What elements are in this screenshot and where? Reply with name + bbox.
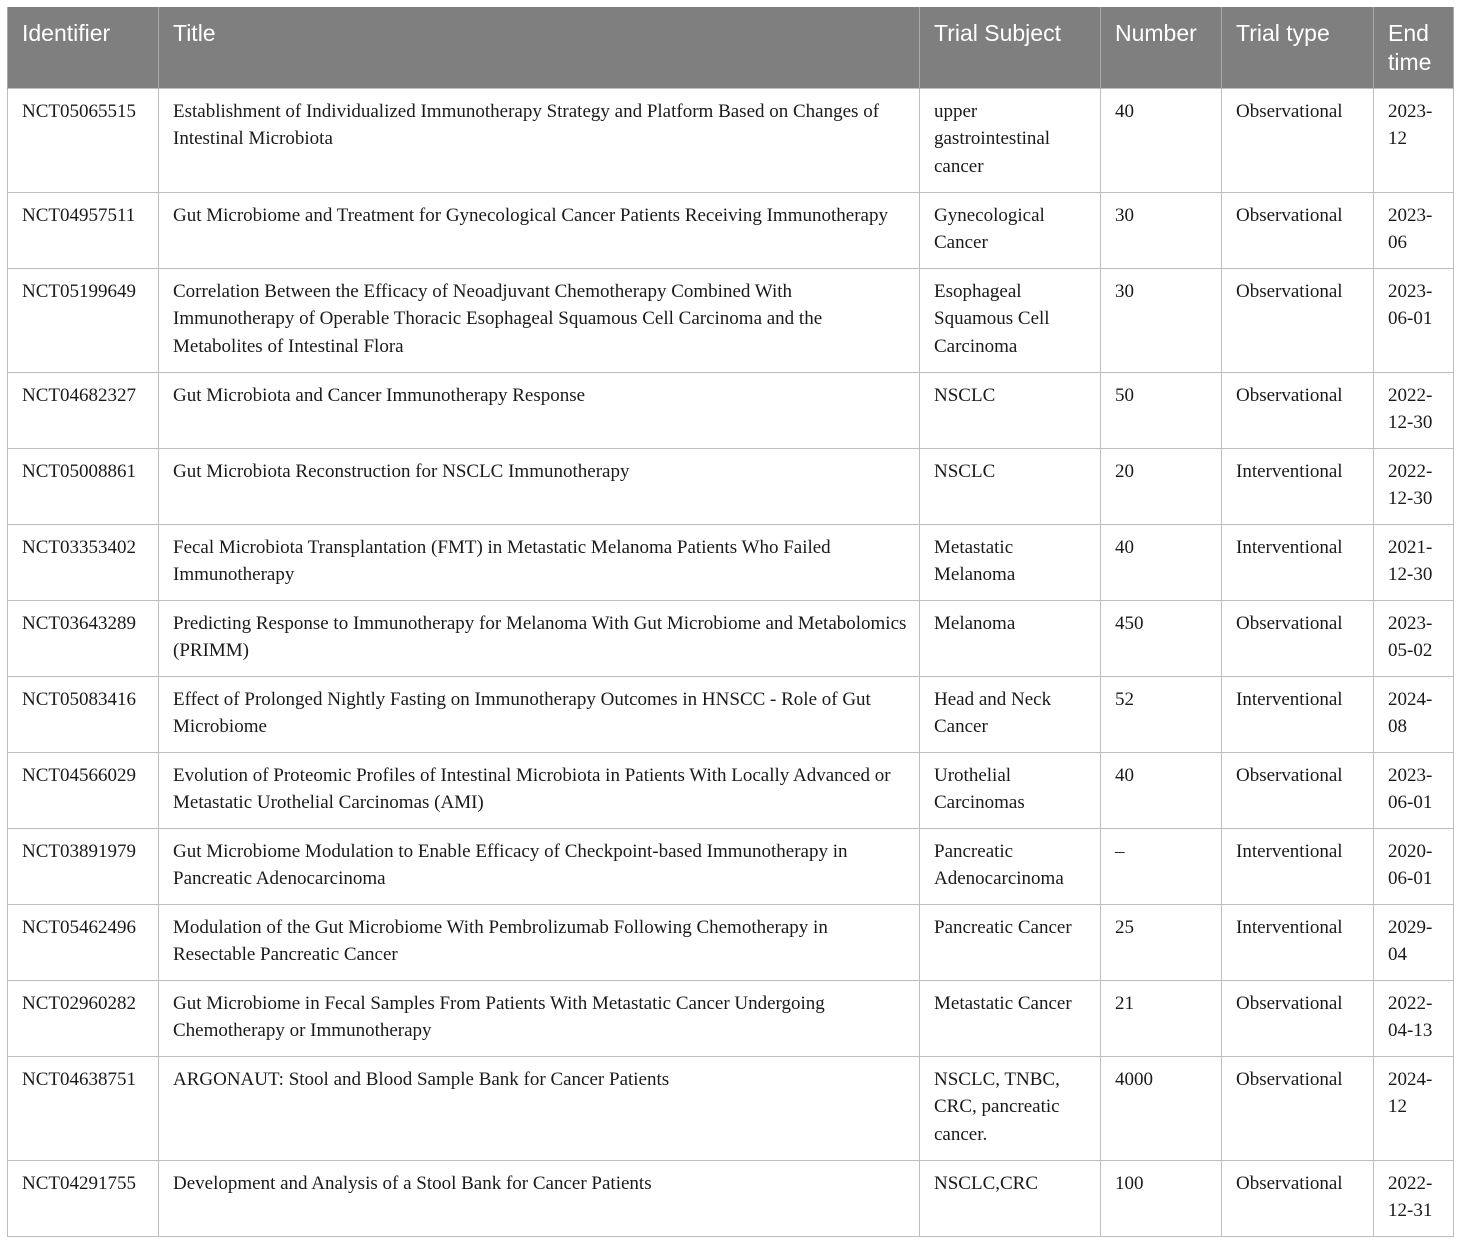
cell-trial-type: Observational [1222, 372, 1374, 448]
cell-trial-type: Observational [1222, 1160, 1374, 1236]
cell-number: 52 [1101, 676, 1222, 752]
cell-end-time: 2022-12-30 [1374, 448, 1454, 524]
cell-trial-subject: NSCLC,CRC [920, 1160, 1101, 1236]
header-trial-type: Trial type [1222, 7, 1374, 88]
clinical-trials-table-container [7, 7, 1453, 1237]
cell-title: Fecal Microbiota Transplantation (FMT) in Metastatic Melanoma Patients Who Failed Immunotherapy [159, 524, 920, 600]
cell-title: Gut Microbiome Modulation to Enable Efficacy of Checkpoint-based Immunotherapy in Pancreatic Adenocarcinoma [159, 828, 920, 904]
cell-end-time: 2023-06-01 [1374, 268, 1454, 372]
cell-identifier: NCT05065515 [8, 88, 159, 192]
cell-identifier: NCT03643289 [8, 600, 159, 676]
cell-title: Effect of Prolonged Nightly Fasting on Immunotherapy Outcomes in HNSCC - Role of Gut Microbiome [159, 676, 920, 752]
cell-end-time: 2020-06-01 [1374, 828, 1454, 904]
header-row [8, 7, 1454, 88]
cell-trial-type: Observational [1222, 752, 1374, 828]
header-number: Number [1101, 7, 1222, 88]
cell-identifier: NCT04682327 [8, 372, 159, 448]
table-row [8, 676, 1454, 752]
cell-identifier: NCT05462496 [8, 904, 159, 980]
cell-title: Predicting Response to Immunotherapy for Melanoma With Gut Microbiome and Metabolomics (PRIMM) [159, 600, 920, 676]
cell-trial-subject: Metastatic Melanoma [920, 524, 1101, 600]
cell-trial-type: Observational [1222, 268, 1374, 372]
header-end-time: End time [1374, 7, 1454, 88]
cell-end-time: 2022-12-31 [1374, 1160, 1454, 1236]
cell-trial-type: Interventional [1222, 676, 1374, 752]
cell-number: 30 [1101, 268, 1222, 372]
table-row [8, 828, 1454, 904]
cell-identifier: NCT04957511 [8, 192, 159, 268]
cell-trial-subject: Pancreatic Adenocarcinoma [920, 828, 1101, 904]
table-row [8, 268, 1454, 372]
table-row [8, 1160, 1454, 1236]
cell-identifier: NCT04566029 [8, 752, 159, 828]
table-header [8, 7, 1454, 88]
table-row [8, 980, 1454, 1056]
cell-end-time: 2023-12 [1374, 88, 1454, 192]
cell-trial-type: Interventional [1222, 448, 1374, 524]
cell-title: Correlation Between the Efficacy of Neoadjuvant Chemotherapy Combined With Immunotherapy of Operable Thoracic Esophageal Squamous Cell Carcinoma and the Metabolites of Intestinal Flora [159, 268, 920, 372]
cell-end-time: 2024-08 [1374, 676, 1454, 752]
cell-title: Modulation of the Gut Microbiome With Pembrolizumab Following Chemotherapy in Resectable Pancreatic Cancer [159, 904, 920, 980]
table-row [8, 1056, 1454, 1160]
cell-title: ARGONAUT: Stool and Blood Sample Bank for Cancer Patients [159, 1056, 920, 1160]
cell-trial-type: Interventional [1222, 904, 1374, 980]
cell-number: 21 [1101, 980, 1222, 1056]
cell-title: Gut Microbiota Reconstruction for NSCLC Immunotherapy [159, 448, 920, 524]
table-row [8, 524, 1454, 600]
header-trial-subject: Trial Subject [920, 7, 1101, 88]
cell-identifier: NCT05199649 [8, 268, 159, 372]
cell-identifier: NCT04291755 [8, 1160, 159, 1236]
cell-title: Establishment of Individualized Immunotherapy Strategy and Platform Based on Changes of Intestinal Microbiota [159, 88, 920, 192]
table-row [8, 372, 1454, 448]
cell-number: 25 [1101, 904, 1222, 980]
cell-identifier: NCT02960282 [8, 980, 159, 1056]
cell-number: 40 [1101, 752, 1222, 828]
cell-title: Evolution of Proteomic Profiles of Intestinal Microbiota in Patients With Locally Advanced or Metastatic Urothelial Carcinomas (AMI) [159, 752, 920, 828]
cell-trial-type: Observational [1222, 192, 1374, 268]
table-row [8, 904, 1454, 980]
cell-number: 30 [1101, 192, 1222, 268]
cell-end-time: 2024-12 [1374, 1056, 1454, 1160]
cell-number: 4000 [1101, 1056, 1222, 1160]
cell-trial-subject: Gynecological Cancer [920, 192, 1101, 268]
cell-end-time: 2023-06 [1374, 192, 1454, 268]
cell-number: 50 [1101, 372, 1222, 448]
cell-identifier: NCT04638751 [8, 1056, 159, 1160]
table-row [8, 600, 1454, 676]
cell-number: 40 [1101, 524, 1222, 600]
cell-trial-subject: Pancreatic Cancer [920, 904, 1101, 980]
cell-trial-type: Observational [1222, 600, 1374, 676]
cell-trial-type: Observational [1222, 1056, 1374, 1160]
cell-title: Gut Microbiome and Treatment for Gynecological Cancer Patients Receiving Immunotherapy [159, 192, 920, 268]
cell-identifier: NCT05083416 [8, 676, 159, 752]
table-row [8, 88, 1454, 192]
cell-number: – [1101, 828, 1222, 904]
cell-end-time: 2023-05-02 [1374, 600, 1454, 676]
table-row [8, 752, 1454, 828]
cell-end-time: 2021-12-30 [1374, 524, 1454, 600]
cell-identifier: NCT05008861 [8, 448, 159, 524]
clinical-trials-table [7, 7, 1454, 1237]
table-body [8, 88, 1454, 1236]
cell-title: Gut Microbiota and Cancer Immunotherapy Response [159, 372, 920, 448]
cell-trial-type: Interventional [1222, 524, 1374, 600]
header-identifier: Identifier [8, 7, 159, 88]
cell-trial-type: Observational [1222, 88, 1374, 192]
cell-trial-subject: Head and Neck Cancer [920, 676, 1101, 752]
cell-trial-subject: Metastatic Cancer [920, 980, 1101, 1056]
cell-trial-type: Observational [1222, 980, 1374, 1056]
cell-trial-subject: upper gastrointestinal cancer [920, 88, 1101, 192]
cell-trial-subject: NSCLC [920, 372, 1101, 448]
cell-end-time: 2022-12-30 [1374, 372, 1454, 448]
cell-end-time: 2023-06-01 [1374, 752, 1454, 828]
table-row [8, 448, 1454, 524]
cell-trial-subject: NSCLC [920, 448, 1101, 524]
cell-trial-type: Interventional [1222, 828, 1374, 904]
cell-end-time: 2029-04 [1374, 904, 1454, 980]
cell-identifier: NCT03353402 [8, 524, 159, 600]
cell-title: Gut Microbiome in Fecal Samples From Patients With Metastatic Cancer Undergoing Chemotherapy or Immunotherapy [159, 980, 920, 1056]
cell-title: Development and Analysis of a Stool Bank for Cancer Patients [159, 1160, 920, 1236]
cell-identifier: NCT03891979 [8, 828, 159, 904]
cell-trial-subject: Urothelial Carcinomas [920, 752, 1101, 828]
cell-number: 20 [1101, 448, 1222, 524]
cell-number: 450 [1101, 600, 1222, 676]
cell-number: 40 [1101, 88, 1222, 192]
cell-trial-subject: Esophageal Squamous Cell Carcinoma [920, 268, 1101, 372]
cell-trial-subject: NSCLC, TNBC, CRC, pancreatic cancer. [920, 1056, 1101, 1160]
cell-end-time: 2022-04-13 [1374, 980, 1454, 1056]
cell-number: 100 [1101, 1160, 1222, 1236]
header-title: Title [159, 7, 920, 88]
table-row [8, 192, 1454, 268]
cell-trial-subject: Melanoma [920, 600, 1101, 676]
